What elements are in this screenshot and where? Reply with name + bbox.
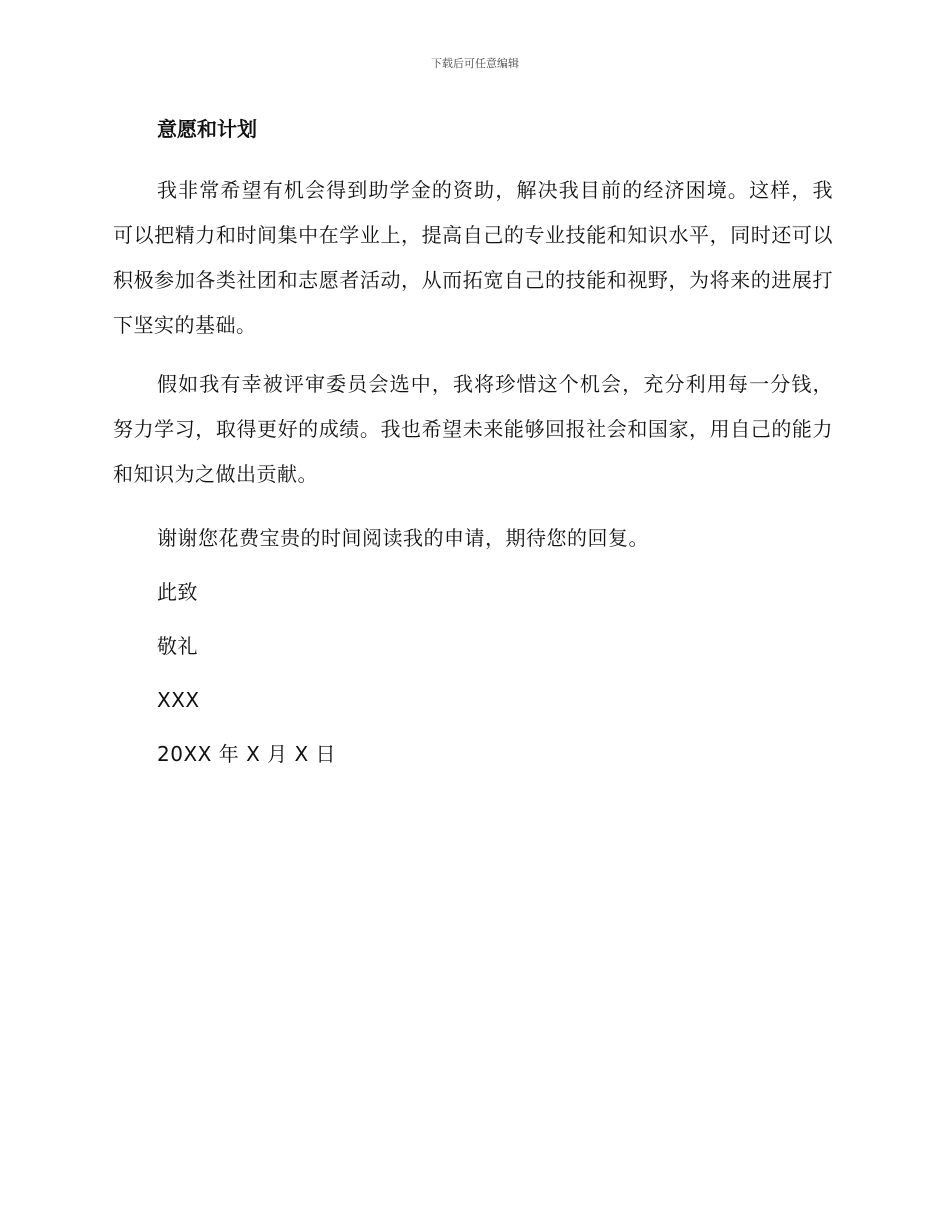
letter-body: [113, 112, 833, 781]
signature: XXX: [157, 688, 200, 712]
date-line: 20XX 年 X 月 X 日: [157, 742, 337, 766]
paragraph: 我非常希望有机会得到助学金的资助，解决我目前的经济困境。这样，我可以把精力和时间集中在学业上，提高自己的专业技能和知识水平，同时还可以积极参加各类社团和志愿者活动，从而拓宽自己的技能和视野，为将来的进展打下坚实的基础。: [113, 178, 833, 337]
paragraph: 假如我有幸被评审委员会选中，我将珍惜这个机会，充分利用每一分钱，努力学习，取得更好的成绩。我也希望未来能够回报社会和国家，用自己的能力和知识为之做出贡献。: [113, 372, 833, 486]
header-note: 下载后可任意编辑: [431, 57, 519, 70]
section-title: 意愿和计划: [157, 117, 257, 141]
salute-line: 敬礼: [157, 634, 198, 658]
closing-line: 此致: [157, 580, 198, 604]
thanks-line: 谢谢您花费宝贵的时间阅读我的申请，期待您的回复。: [157, 526, 649, 550]
